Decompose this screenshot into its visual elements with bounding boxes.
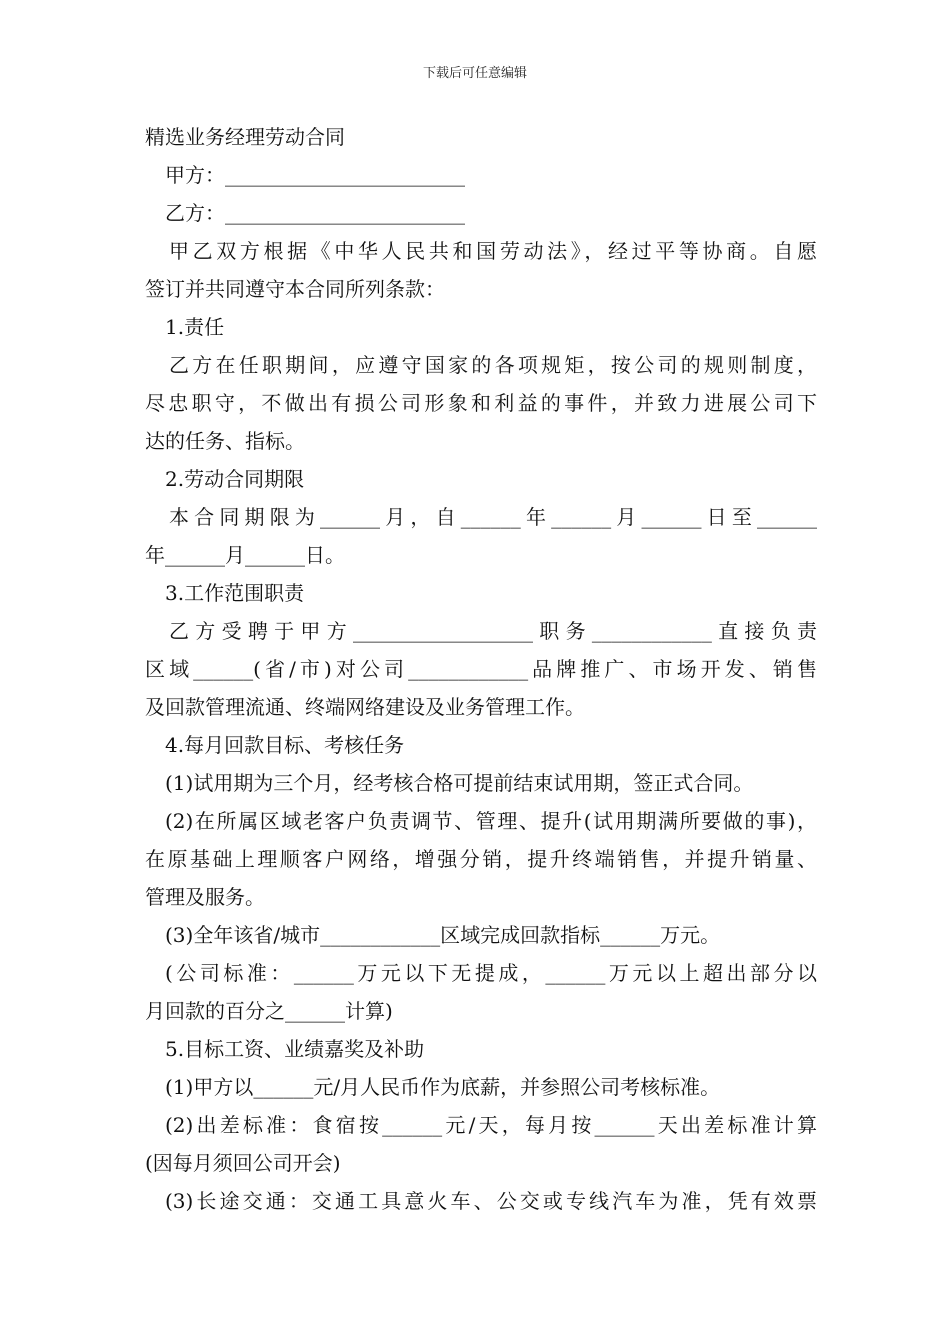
- section-4-note-line-1: (公司标准：______万元以下无提成，______万元以上超出部分以: [165, 961, 817, 985]
- section-1-line-2: 尽忠职守，不做出有损公司形象和利益的事件，并致力进展公司下: [145, 391, 817, 415]
- section-4-item-3: (3)全年该省/城市____________区域完成回款指标______万元。: [165, 923, 721, 947]
- section-1-line-1: 乙方在任职期间，应遵守国家的各项规矩，按公司的规则制度，: [169, 353, 817, 377]
- section-4-note-line-2: 月回款的百分之______计算): [145, 999, 393, 1023]
- intro-line-2: 签订并共同遵守本合同所列条款：: [145, 277, 445, 301]
- page-header-note: 下载后可任意编辑: [422, 66, 527, 81]
- section-5-item-1: (1)甲方以______元/月人民币作为底薪，并参照公司考核标准。: [165, 1075, 721, 1099]
- section-4-item-2-line-2: 在原基础上理顺客户网络，增强分销，提升终端销售，并提升销量、: [145, 847, 817, 871]
- party-a-line: 甲方：________________________: [165, 163, 465, 187]
- intro-line-1: 甲乙双方根据《中华人民共和国劳动法》，经过平等协商。自愿: [169, 239, 817, 263]
- section-2-line-1: 本合同期限为______月，自______年______月______日至______: [169, 505, 817, 529]
- section-1-line-3: 达的任务、指标。: [145, 429, 305, 453]
- section-2-line-2: 年______月______日。: [145, 543, 345, 567]
- section-4-item-2-line-3: 管理及服务。: [145, 885, 265, 909]
- section-4-item-2-line-1: (2)在所属区域老客户负责调节、管理、提升(试用期满所要做的事)，: [165, 809, 817, 833]
- section-4-title: 4.每月回款目标、考核任务: [165, 733, 405, 757]
- section-3-line-3: 及回款管理流通、终端网络建设及业务管理工作。: [145, 695, 585, 719]
- contract-body: [145, 118, 817, 1220]
- section-5-item-3-line-1: (3)长途交通：交通工具意火车、公交或专线汽车为准，凭有效票: [165, 1189, 817, 1213]
- document-title: 精选业务经理劳动合同: [145, 125, 345, 149]
- section-3-line-1: 乙方受聘于甲方__________________职务____________直接负责: [169, 619, 817, 643]
- section-2-title: 2.劳动合同期限: [165, 467, 305, 491]
- party-b-line: 乙方：________________________: [165, 201, 465, 225]
- section-3-line-2: 区域______(省/市)对公司____________品牌推广、市场开发、销售: [145, 657, 817, 681]
- section-3-title: 3.工作范围职责: [165, 581, 305, 605]
- section-4-item-1: (1)试用期为三个月，经考核合格可提前结束试用期，签正式合同。: [165, 771, 754, 795]
- section-5-item-2-line-1: (2)出差标准：食宿按______元/天，每月按______天出差标准计算: [165, 1113, 817, 1137]
- section-1-title: 1.责任: [165, 315, 225, 339]
- section-5-item-2-line-2: (因每月须回公司开会): [145, 1151, 341, 1175]
- section-5-title: 5.目标工资、业绩嘉奖及补助: [165, 1037, 425, 1061]
